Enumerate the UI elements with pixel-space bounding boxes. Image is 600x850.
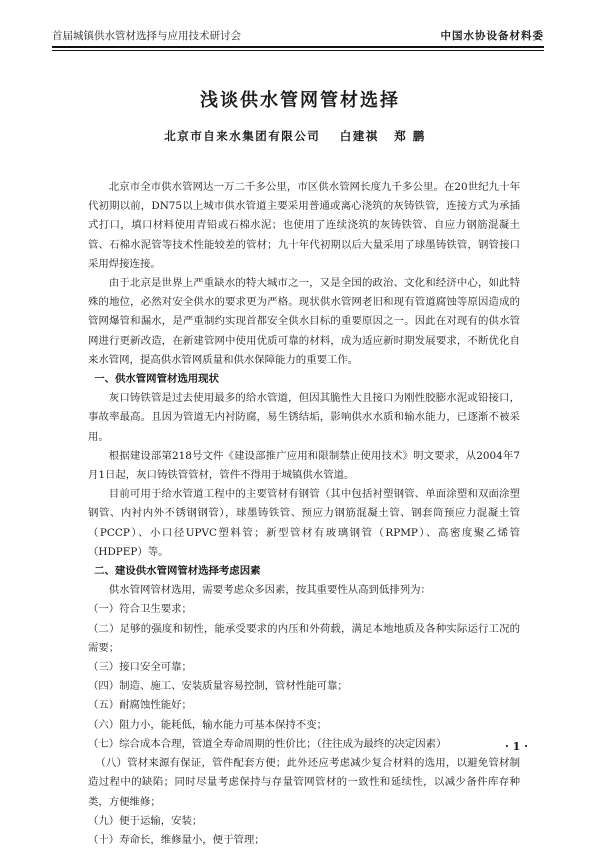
author-name: 郑 鹏 [394,129,426,143]
list-item: （五）耐腐蚀性能好； [88,699,192,712]
conference-name: 首届城镇供水管材选择与应用技术研讨会 [52,30,241,42]
list-item: （六）阻力小，能耗低，输水能力可基本保持不变； [88,718,327,731]
body-paragraph: 供水管网管材选用，需要考虑众多因素，按其重要性从高到低排列为： [108,584,431,597]
list-item: （九）便于运输，安装； [88,814,203,827]
list-item: （七）综合成本合理，管道全寿命周期的性价比；（往往成为最终的决定因素） [88,737,447,750]
body-paragraph: 根据建设部第218号文件《建设部推广应用和限制禁止使用技术》明文要求，从2004年7月1日起，灰口铸铁管管材，管件不得用于城镇供水管道。 [88,449,520,482]
page-number: · 1 · [505,740,528,753]
list-item: （十）寿命长，维修量小，便于管理； [88,833,265,846]
list-item: （四）制造、施工、安装质量容易控制，管材性能可靠； [88,680,348,693]
byline [0,128,600,144]
committee-name: 中国水协设备材料委 [440,30,544,42]
header-rule [52,46,544,48]
header-rule-thin [52,50,544,51]
author-organization: 北京市自来水集团有限公司 [164,129,321,143]
body-paragraph: 由于北京是世界上严重缺水的特大城市之一，又是全国的政治、文化和经济中心，如此特殊的地位，必然对安全供水的要求更为严格。现状供水管网老旧和现有管道腐蚀等原因造成的管网爆管和漏水，是严重制约实现首都安全供水目标的重要原因之一。因此在对现有的供水管网进行更新改造，在新建管网中使用优质可靠的材料，成为适应新时期发展要求，不断优化自来水管网，提高供水管网质量和供水保障能力的重要工作。 [88,277,520,366]
body-paragraph: 目前可用于给水管道工程中的主要管材有钢管（其中包括衬塑钢管、单面涂塑和双面涂塑钢管、内衬内外不锈钢钢管），球墨铸铁管、预应力钢筋混凝土管、钢套筒预应力混凝土管（PCCP）、小口径UPVC塑料管；新型管材有玻璃钢管（RPMP）、高密度聚乙烯管（HDPEP）等。 [88,488,520,558]
section-heading: 一、供水管网管材选用现状 [94,373,219,386]
list-item: （二）足够的强度和韧性，能承受要求的内压和外荷载，满足本地地质及各种实际运行工况的需要； [88,622,520,654]
article-body [88,178,520,850]
running-header [52,28,544,44]
list-item: （八）管材来源有保证，管件配套方便；此外还应考虑减少复合材料的选用，以避免管材制造过程中的缺陷；同时尽量考虑保持与存量管网管材的一致性和延续性，以减少备件库存种类，方便维修； [88,757,520,808]
list-item: （三）接口安全可靠； [88,661,192,674]
author-name: 白建祺 [339,129,379,143]
section-heading: 二、建设供水管网管材选择考虑因素 [94,565,261,578]
body-paragraph: 北京市全市供水管网达一万二千多公里，市区供水管网长度九千多公里。在20世纪九十年代初期以前，DN75以上城市供水管道主要采用普通或离心浇筑的灰铸铁管，连接方式为承插式打口，填口材料使用青铅或石棉水泥；也使用了连续浇筑的灰铸铁管、自应力钢筋混凝土管、石棉水泥管等技术性能较差的管材；九十年代初期以后大量采用了球墨铸铁管，钢管接口采用焊接连接。 [88,181,520,270]
body-paragraph: 灰口铸铁管是过去使用最多的给水管道，但因其脆性大且接口为刚性胶膨水泥或铅接口，事故率最高。且因为管道无内衬防腐，易生锈结垢，影响供水水质和输水能力，已逐渐不被采用。 [88,392,520,443]
article-title: 浅谈供水管网管材选择 [200,90,400,111]
list-item: （一）符合卫生要求； [88,603,192,616]
